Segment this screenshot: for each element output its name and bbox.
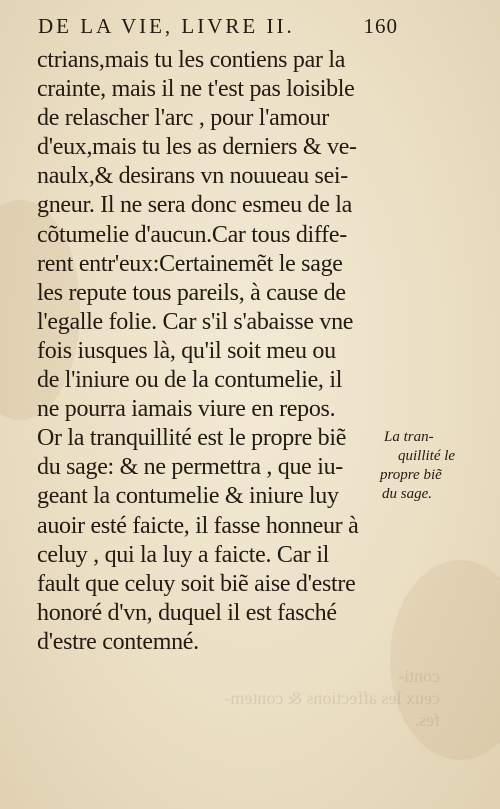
text-line: rent entr'eux:Certainemẽt le sage [37,250,343,277]
text-line: de relascher l'arc , pour l'amour [37,105,329,132]
text-line: de l'iniure ou de la contumelie, il [37,367,343,394]
body-text [37,46,377,657]
text-line: geant la contumelie & iniure luy [37,483,339,510]
marginal-note-line: du sage. [382,486,432,502]
marginal-note-line: La tran- [384,429,434,445]
text-line: du sage: & ne permettra , que iu- [37,454,343,481]
marginal-note-line: quillité le [398,448,456,464]
page-header [38,14,398,40]
text-line: les repute tous pareils, à cause de [37,279,346,306]
marginal-note [380,428,480,504]
page-number: 160 [363,14,398,38]
text-line: d'estre contemné. [37,628,199,655]
text-line: fault que celuy soit biẽ aise d'estre [37,570,356,597]
text-line: Or la tranquillité est le propre biẽ [37,425,347,452]
text-line: l'egalle folie. Car s'il s'abaisse vne [37,308,354,335]
text-line: ctrians,mais tu les contiens par la [37,47,346,73]
text-line: ne pourra iamais viure en repos. [37,396,336,423]
running-title: DE LA VIE, LIVRE II. [38,14,295,38]
text-line: d'eux,mais tu les as derniers & ve- [37,134,357,161]
text-line: gneur. Il ne sera donc esmeu de la [37,192,353,219]
text-line: crainte, mais il ne t'est pas loisible [37,76,355,103]
bleed-through-text [224,665,440,731]
bleed-through-line: conti- [398,666,440,686]
marginal-note-line: propre biẽ [380,467,442,483]
text-line: naulx,& desirans vn nouueau sei- [37,163,348,190]
bleed-through-line: fes. [414,710,440,730]
text-line: honoré d'vn, duquel il est fasché [37,599,337,626]
bleed-through-line: ceux les affections & contem- [224,688,440,708]
text-line: auoir esté faicte, il fasse honneur à [37,512,359,539]
text-line: cõtumelie d'aucun.Car tous diffe- [37,221,347,248]
text-line: fois iusques là, qu'il soit meu ou [37,337,336,364]
text-line: celuy , qui la luy a faicte. Car il [37,541,330,568]
